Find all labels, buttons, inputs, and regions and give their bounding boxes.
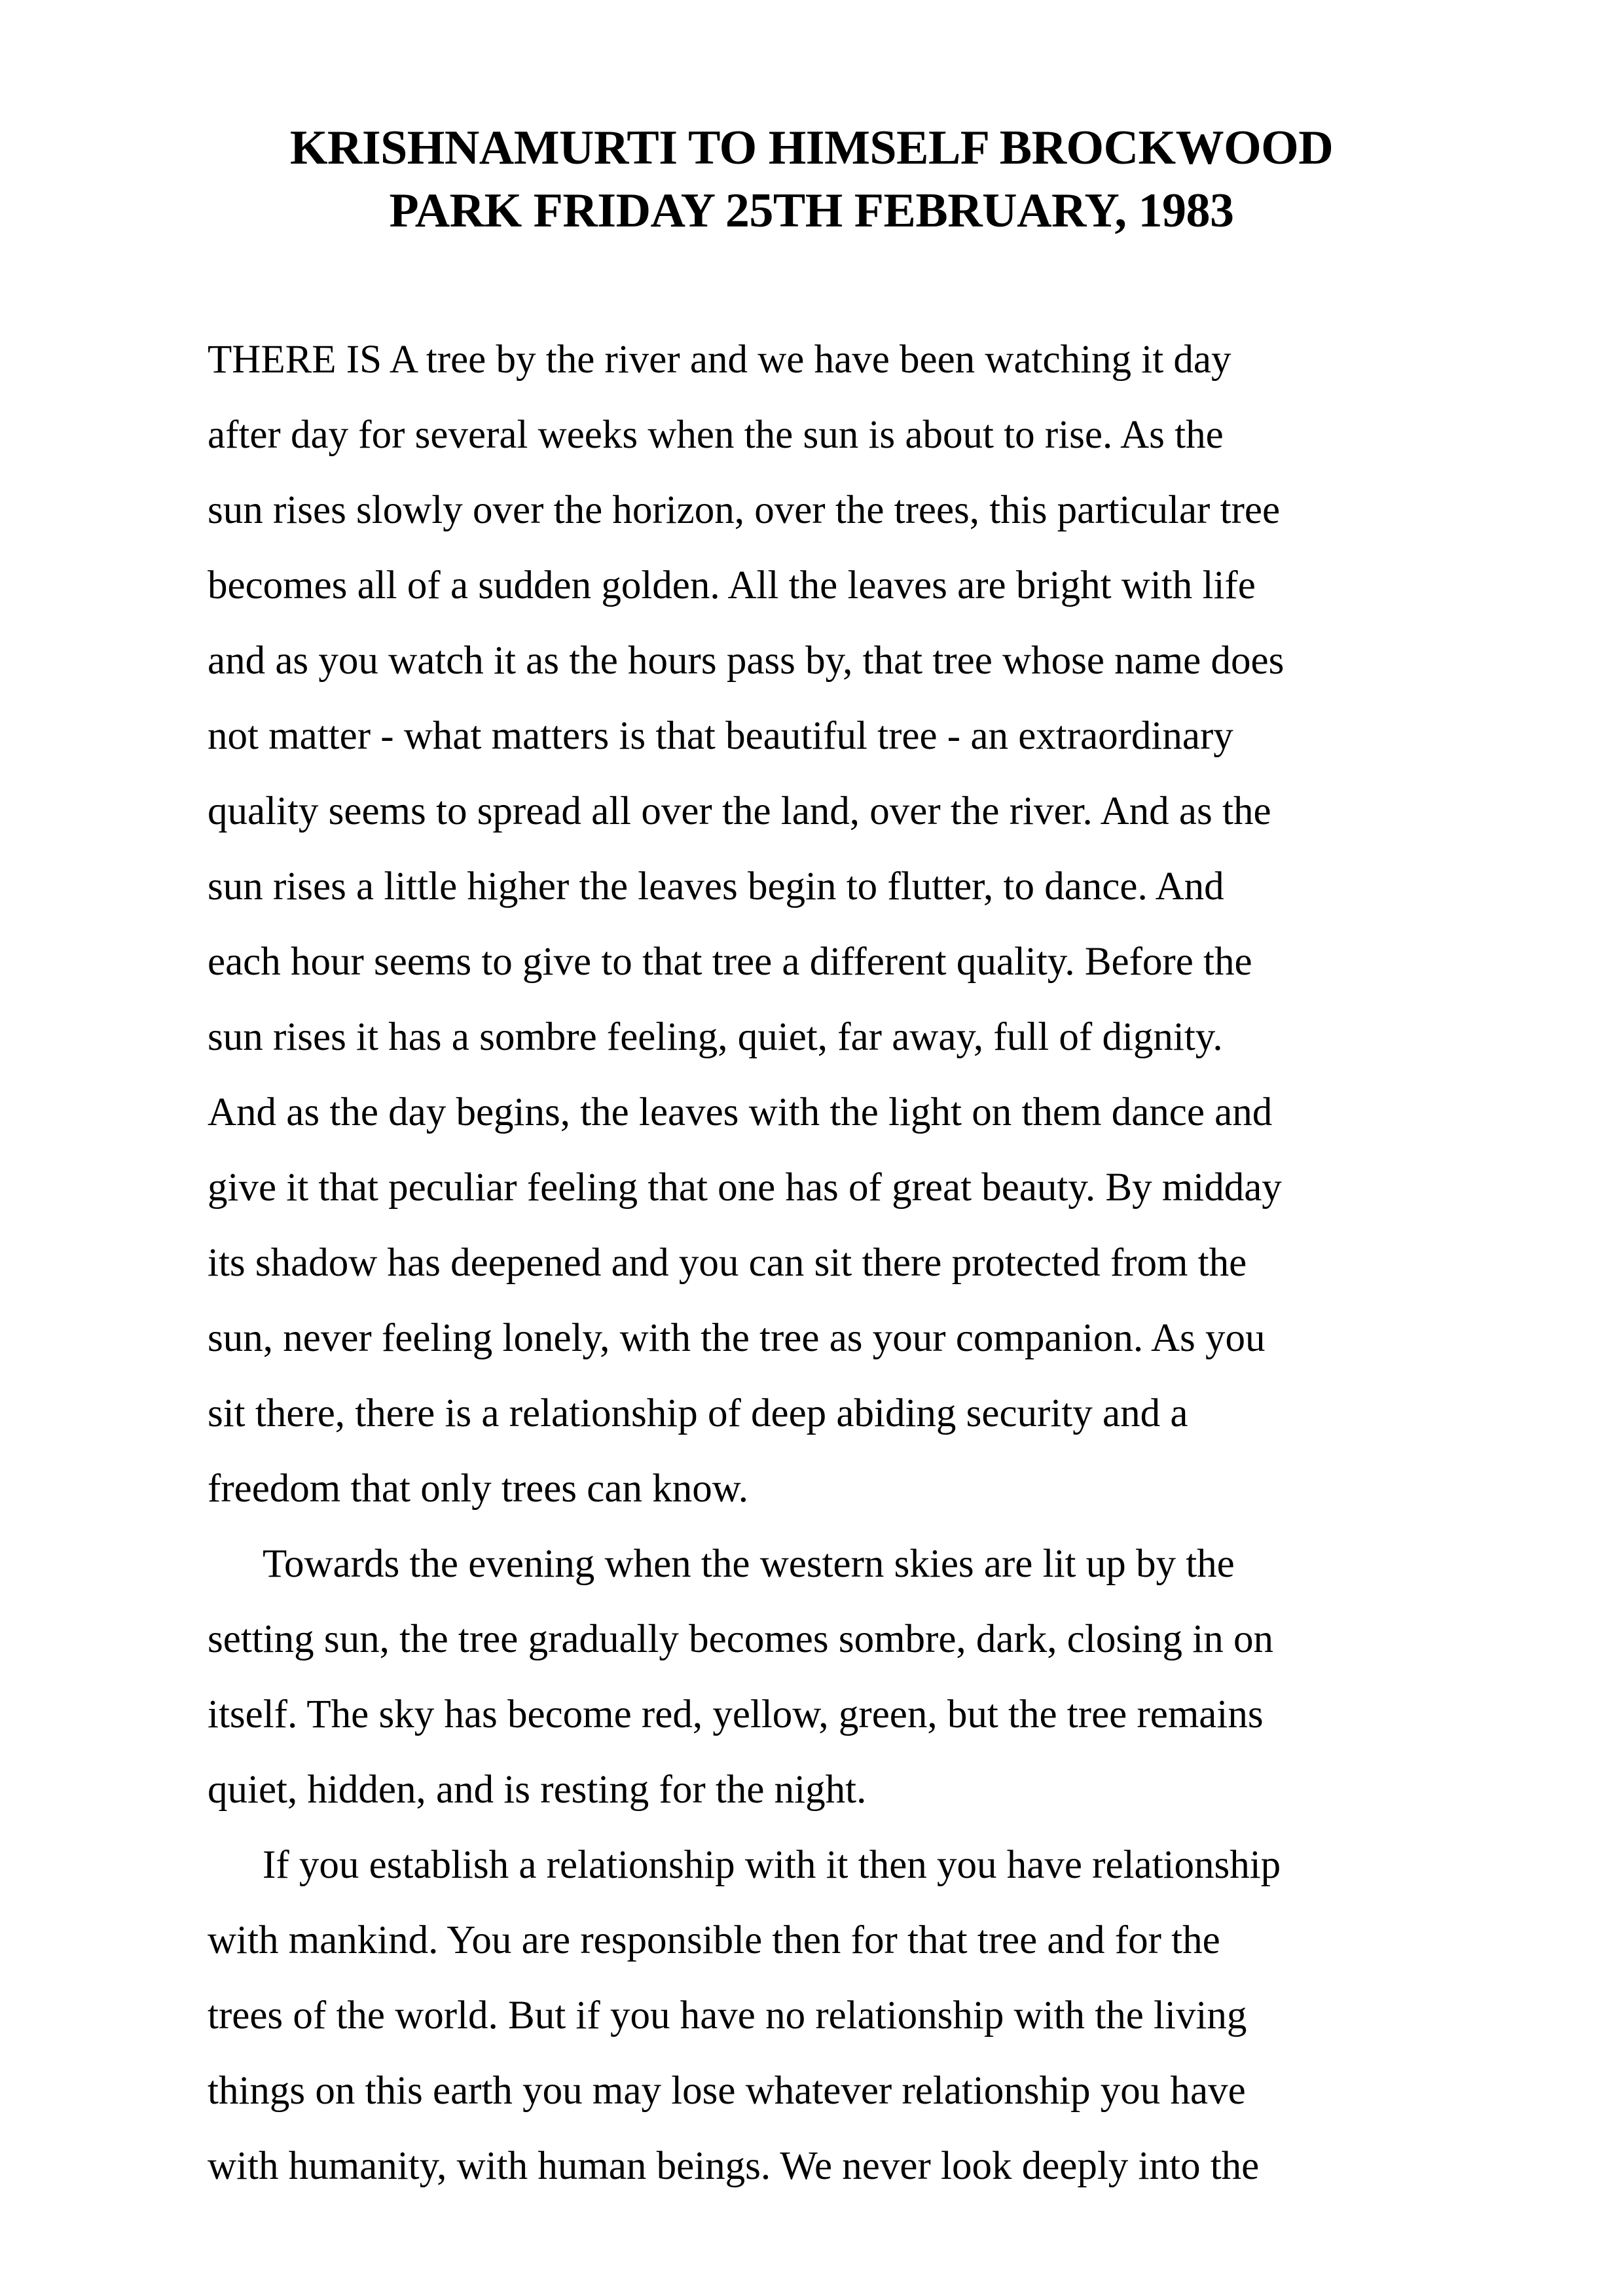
text-line: sun rises slowly over the horizon, over the trees, this particular tree xyxy=(208,488,1281,532)
text-line: and as you watch it as the hours pass by, that tree whose name does xyxy=(208,639,1285,683)
text-line: quiet, hidden, and is resting for the night. xyxy=(208,1768,867,1812)
document-title xyxy=(196,117,1427,242)
text-line: things on this earth you may lose whatever relationship you have xyxy=(208,2069,1246,2113)
title-line: KRISHNAMURTI TO HIMSELF BROCKWOOD xyxy=(289,121,1334,175)
text-line: setting sun, the tree gradually becomes sombre, dark, closing in on xyxy=(208,1617,1273,1661)
text-line: give it that peculiar feeling that one has of great beauty. By midday xyxy=(208,1166,1282,1210)
text-line: its shadow has deepened and you can sit there protected from the xyxy=(208,1241,1247,1285)
body-text xyxy=(208,322,1451,2204)
text-line: freedom that only trees can know. xyxy=(208,1467,749,1511)
paragraph-2 xyxy=(208,1526,1451,1827)
text-line: Towards the evening when the western skies are lit up by the xyxy=(263,1542,1235,1586)
text-line: If you establish a relationship with it then you have relationship xyxy=(263,1843,1281,1887)
text-line: each hour seems to give to that tree a different quality. Before the xyxy=(208,940,1252,984)
text-line: after day for several weeks when the sun is about to rise. As the xyxy=(208,413,1224,457)
paragraph-3 xyxy=(208,1827,1451,2204)
text-line: sun, never feeling lonely, with the tree as your companion. As you xyxy=(208,1316,1266,1360)
text-line: becomes all of a sudden golden. All the leaves are bright with life xyxy=(208,564,1256,607)
title-line: PARK FRIDAY 25TH FEBRUARY, 1983 xyxy=(389,184,1234,238)
text-line: And as the day begins, the leaves with the light on them dance and xyxy=(208,1090,1273,1134)
text-line: trees of the world. But if you have no relationship with the living xyxy=(208,1994,1247,2037)
text-line: THERE IS A tree by the river and we have been watching it day xyxy=(208,338,1231,382)
text-line: with mankind. You are responsible then for that tree and for the xyxy=(208,1918,1220,1962)
paragraph-1 xyxy=(208,322,1451,1526)
text-line: sit there, there is a relationship of deep abiding security and a xyxy=(208,1391,1188,1435)
text-line: itself. The sky has become red, yellow, green, but the tree remains xyxy=(208,1693,1264,1736)
text-line: with humanity, with human beings. We never look deeply into the xyxy=(208,2144,1260,2188)
text-line: sun rises it has a sombre feeling, quiet, far away, full of dignity. xyxy=(208,1015,1223,1059)
text-line: not matter - what matters is that beautiful tree - an extraordinary xyxy=(208,714,1233,758)
text-line: quality seems to spread all over the land, over the river. And as the xyxy=(208,789,1271,833)
text-line: sun rises a little higher the leaves begin to flutter, to dance. And xyxy=(208,865,1224,908)
